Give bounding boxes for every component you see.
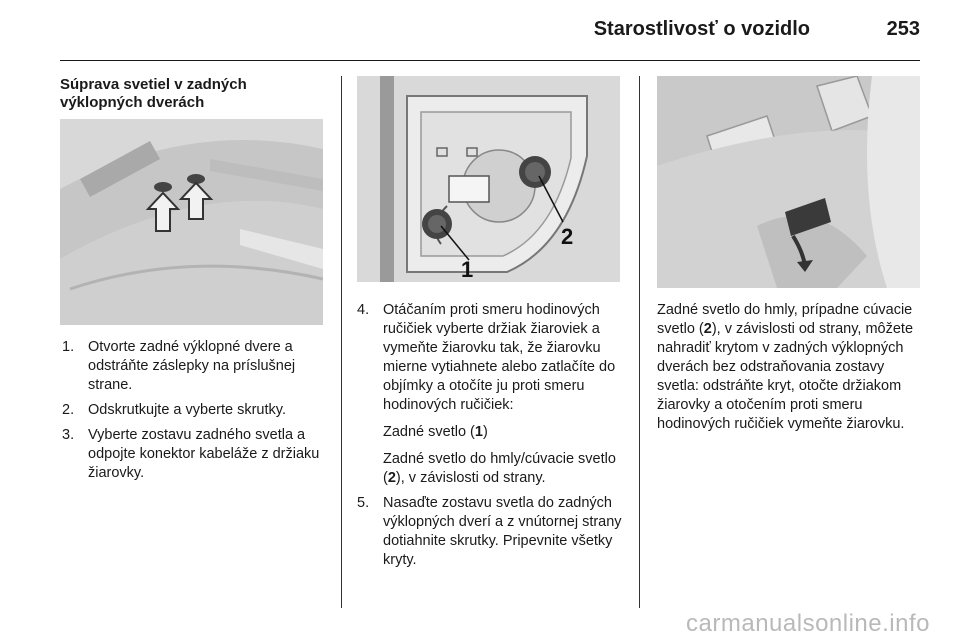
column-divider-left [341, 76, 342, 608]
step-number: 1. [62, 339, 75, 355]
step-text: Vyberte zostavu zadného svetla a odpojte konektor kabeláže z držiaku žiarovky. [88, 427, 320, 481]
step-1 [62, 338, 328, 395]
step-5 [357, 494, 625, 570]
middle-steps [357, 301, 625, 576]
sub-item-rear-light [383, 423, 625, 442]
right-paragraph [657, 301, 921, 434]
step-text: Nasaďte zostavu svetla do zadných výklopných dverí a z vnútornej strany dotiahnite skrutky. Pripevnite všetky kryty. [383, 495, 622, 568]
page-number: 253 [886, 18, 920, 40]
paragraph-ref: 2 [703, 321, 712, 337]
step-2 [62, 401, 328, 420]
step-number: 3. [62, 427, 75, 443]
step-text: Otáčaním proti smeru hodinových ručičiek vyberte držiak žiaroviek a vymeňte žiarovku tak, že žiarovku mierne vytiahnete alebo zatlačíte do objímky a otočíte ju proti smeru hodinových ručičiek: [383, 302, 616, 413]
callout-2: 2 [561, 224, 574, 249]
figure-cover-removal [657, 76, 920, 288]
step-number: 2. [62, 402, 75, 418]
watermark: carmanualsonline.info [686, 610, 930, 637]
sub-ref: 2 [387, 470, 396, 486]
step-text: Odskrutkujte a vyberte skrutky. [88, 402, 286, 418]
step-4 [357, 301, 625, 488]
section-heading: Súprava svetiel v zadných výklopných dverách [60, 76, 247, 111]
step-number: 4. [357, 302, 370, 318]
step-3 [62, 426, 328, 483]
paragraph-text: Zadné svetlo do hmly, prípadne cúvacie svetlo ( [657, 302, 913, 337]
sub-ref: 1 [474, 424, 483, 440]
figure-bulb-holders [357, 76, 620, 282]
step-number: 5. [357, 495, 370, 511]
sub-text: Zadné svetlo ( [383, 424, 475, 440]
sub-item-fog-reverse-light [383, 450, 625, 488]
left-steps [62, 338, 328, 489]
paragraph-text-end: ), v závislosti od strany, môžete nahradiť krytom v zadných výklopných dverách bez odstraňovania zostavy svetla: odstráňte kryt, otočte držiakom žiarovky a otočením proti smeru hodinových ručičiek vymeňte žiarovku. [657, 321, 914, 432]
page-header-title: Starostlivosť o vozidlo [593, 18, 810, 40]
header-rule [60, 60, 920, 61]
sub-text: ), v závislosti od strany. [395, 470, 546, 486]
figure-tailgate-caps [60, 119, 323, 325]
sub-text: Zadné svetlo do hmly/cúvacie svetlo ( [383, 451, 616, 486]
step-text: Otvorte zadné výklopné dvere a odstráňte záslepky na príslušnej strane. [88, 339, 296, 393]
column-divider-right [639, 76, 640, 608]
callout-1: 1 [461, 257, 474, 282]
sub-text: ) [482, 424, 488, 440]
